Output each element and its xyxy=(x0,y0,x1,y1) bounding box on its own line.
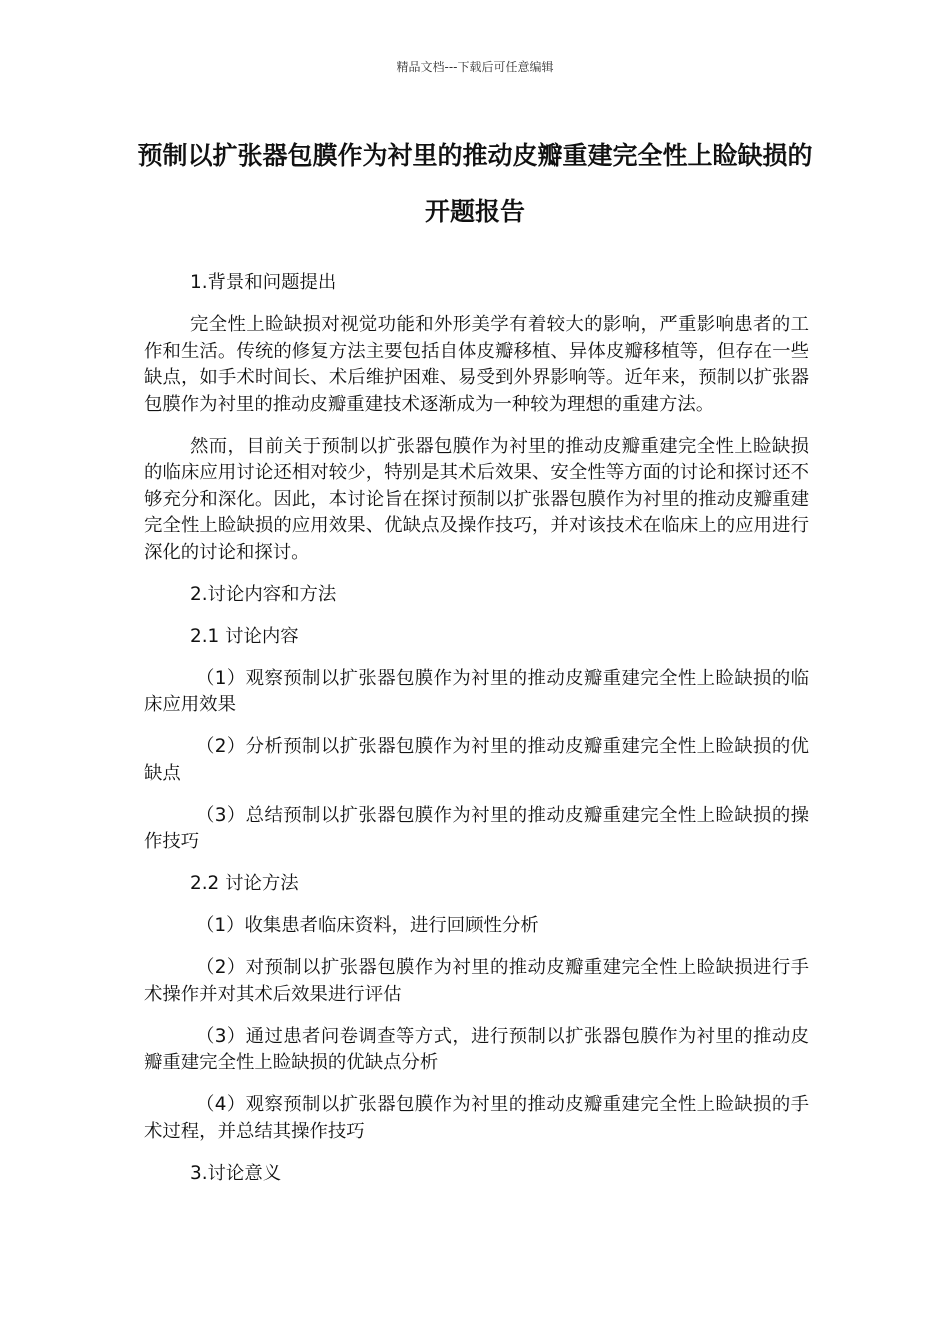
content-item-1: （1）观察预制以扩张器包膜作为衬里的推动皮瓣重建完全性上睑缺损的临床应用效果 xyxy=(144,667,809,715)
section-2-1-heading: 2.1 讨论内容 xyxy=(190,625,299,647)
content-item-3: （3）总结预制以扩张器包膜作为衬里的推动皮瓣重建完全性上睑缺损的操作技巧 xyxy=(144,804,809,852)
section-1-heading: 1.背景和问题提出 xyxy=(190,272,337,293)
section-1-paragraph-1: 完全性上睑缺损对视觉功能和外形美学有着较大的影响，严重影响患者的工作和生活。传统的修复方法主要包括自体皮瓣移植、异体皮瓣移植等，但存在一些缺点，如手术时间长、术后维护困难、易受到外界影响等。近年来，预制以扩张器包膜作为衬里的推动皮瓣重建技术逐渐成为一种较为理想的重建方法。 xyxy=(144,314,809,415)
section-1-paragraph-2: 然而，目前关于预制以扩张器包膜作为衬里的推动皮瓣重建完全性上睑缺损的临床应用讨论还相对较少，特别是其术后效果、安全性等方面的讨论和探讨还不够充分和深化。因此，本讨论旨在探讨预制以扩张器包膜作为衬里的推动皮瓣重建完全性上睑缺损的应用效果、优缺点及操作技巧，并对该技术在临床上的应用进行深化的讨论和探讨。 xyxy=(144,435,809,563)
method-item-4: （4）观察预制以扩张器包膜作为衬里的推动皮瓣重建完全性上睑缺损的手术过程，并总结其操作技巧 xyxy=(144,1094,809,1142)
section-2-2-heading: 2.2 讨论方法 xyxy=(190,873,299,894)
section-3-heading: 3.讨论意义 xyxy=(190,1162,282,1184)
header-note: 精品文档---下载后可任意编辑 xyxy=(396,60,554,74)
content-item-2: （2）分析预制以扩张器包膜作为衬里的推动皮瓣重建完全性上睑缺损的优缺点 xyxy=(144,736,809,784)
section-2-heading: 2.讨论内容和方法 xyxy=(190,583,337,605)
document-body xyxy=(144,270,809,1203)
method-item-2: （2）对预制以扩张器包膜作为衬里的推动皮瓣重建完全性上睑缺损进行手术操作并对其术后效果进行评估 xyxy=(144,957,809,1005)
method-item-3: （3）通过患者问卷调查等方式，进行预制以扩张器包膜作为衬里的推动皮瓣重建完全性上睑缺损的优缺点分析 xyxy=(144,1025,809,1073)
method-item-1: （1）收集患者临床资料，进行回顾性分析 xyxy=(196,915,539,936)
document-title: 预制以扩张器包膜作为衬里的推动皮瓣重建完全性上睑缺损的开题报告 xyxy=(137,141,813,226)
